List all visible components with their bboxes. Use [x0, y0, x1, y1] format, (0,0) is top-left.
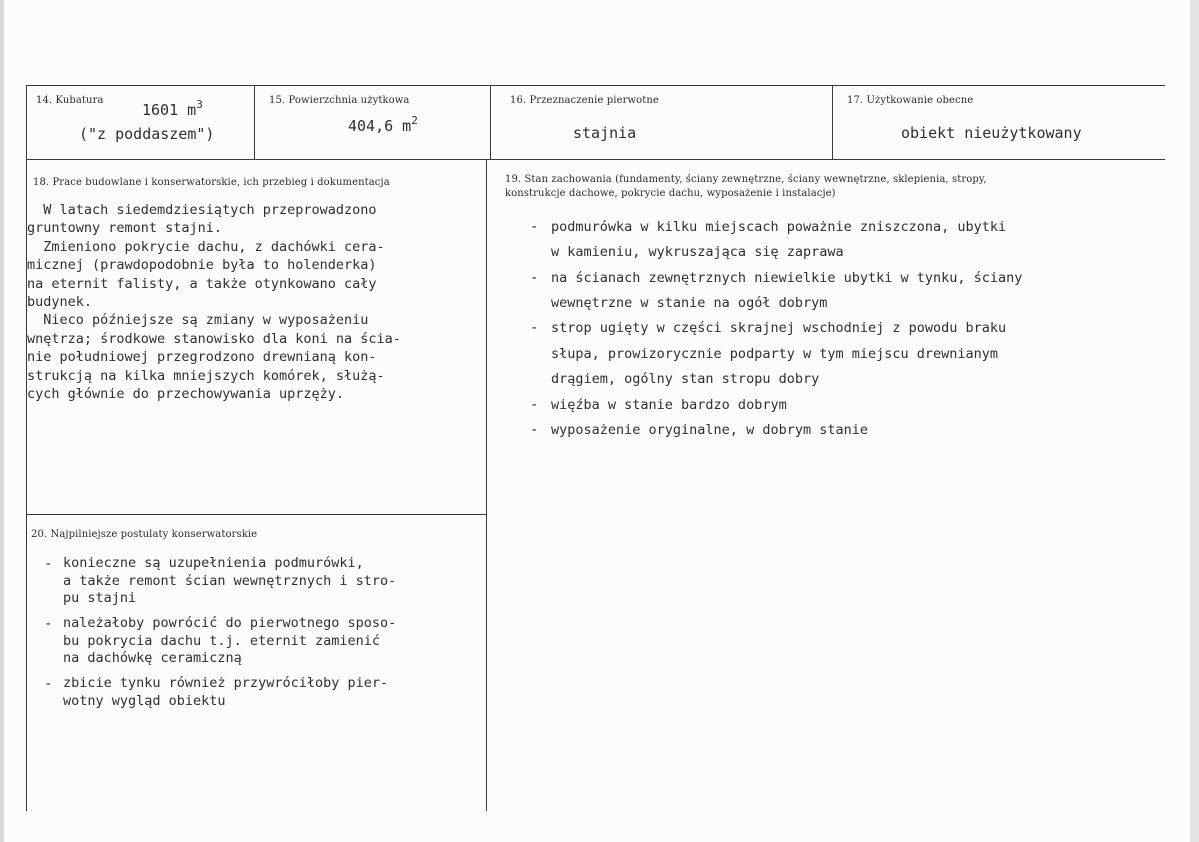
field-18-text: [27, 201, 485, 403]
field-18-line: strukcją na kilka mniejszych komórek, służą-: [27, 367, 385, 384]
rule-middle: [486, 159, 487, 811]
field-19-line: podmurówka w kilku miejscach poważnie zniszczona, ubytki: [551, 219, 1007, 235]
field-20-line: pu stajni: [63, 590, 137, 606]
field-19-label: 19. Stan zachowania (fundamenty, ściany zewnętrzne, ściany wewnętrzne, sklepienia, stropy,: [505, 174, 987, 185]
field-19-line: strop ugięty w części skrajnej wschodniej z powodu braku: [551, 320, 1007, 336]
field-19-line: słupa, prowizorycznie podparty w tym miejscu drewnianym: [551, 346, 999, 362]
rule-16-17: [832, 85, 833, 159]
field-18-line: Zmieniono pokrycie dachu, z dachówki cera-: [27, 238, 385, 255]
field-20-line: bu pokrycia dachu t.j. eternit zamienić: [63, 632, 380, 649]
field-19-line: drągiem, ogólny stan stropu dobry: [551, 371, 820, 387]
rule-15-16: [490, 85, 491, 159]
field-16-label: 16. Przeznaczenie pierwotne: [510, 95, 659, 106]
field-18-line: na eternit falisty, a także otynkowano cały: [27, 275, 377, 292]
field-15-exponent: 2: [411, 114, 418, 127]
field-19-line: więźba w stanie bardzo dobrym: [551, 397, 787, 413]
card-right-edge: [1190, 0, 1199, 842]
field-17-value: obiekt nieużytkowany: [901, 124, 1082, 142]
field-15-number: 404,6 m: [348, 117, 412, 135]
field-14-note: ("z poddaszem"): [79, 125, 215, 143]
field-18-line: Nieco późniejsze są zmiany w wyposażeniu: [27, 312, 369, 329]
field-14-exponent: 3: [196, 98, 203, 111]
field-20-bullet: -: [44, 556, 53, 572]
field-19-bullet: -: [530, 219, 539, 235]
field-19-line: wewnętrzne w stanie na ogół dobrym: [551, 295, 828, 311]
field-19-line: w kamieniu, wykruszająca się zaprawa: [551, 244, 844, 260]
field-18-line: nie południowej przegrodzono drewnianą kon-: [27, 349, 377, 366]
field-18-line: gruntowny remont stajni.: [27, 220, 223, 237]
rule-14-15: [254, 85, 255, 159]
field-18-line: W latach siedemdziesiątych przeprowadzono: [27, 202, 377, 218]
field-19-line: wyposażenie oryginalne, w dobrym stanie: [551, 422, 868, 438]
rule-top: [26, 85, 1165, 86]
field-20-item: [63, 675, 388, 710]
field-20-item: [63, 555, 396, 608]
field-17-label: 17. Użytkowanie obecne: [847, 95, 974, 106]
field-20-line: a także remont ścian wewnętrznych i stro-: [63, 572, 397, 589]
rule-left: [26, 85, 27, 811]
rule-header-bottom: [26, 159, 1165, 160]
field-18-line: budynek.: [27, 294, 93, 311]
field-20-line: na dachówkę ceramiczną: [63, 650, 242, 666]
field-14-number: 1601 m: [142, 101, 197, 119]
field-19-label-cont: konstrukcje dachowe, pokrycie dachu, wyposażenie i instalacje): [505, 188, 836, 199]
field-15-label: 15. Powierzchnia użytkowa: [269, 95, 410, 106]
rule-section18-bottom: [26, 514, 486, 515]
field-15-value: [348, 114, 418, 137]
field-20-item: [63, 615, 396, 668]
field-20-bullet: -: [44, 676, 53, 692]
field-16-value: stajnia: [573, 124, 637, 142]
field-19-bullet: -: [530, 422, 539, 438]
field-18-line: wnętrza; środkowe stanowisko dla koni na ścia-: [27, 330, 401, 347]
field-20-line: wotny wygląd obiektu: [63, 692, 226, 709]
field-18-line: micznej (prawdopodobnie była to holenderka): [27, 257, 377, 274]
field-18-line: cych głównie do przechowywania uprzęży.: [27, 386, 344, 403]
card-left-edge: [0, 0, 4, 842]
field-20-line: konieczne są uzupełnienia podmurówki,: [63, 555, 364, 571]
field-19-bullet: -: [530, 397, 539, 413]
field-19-line: na ścianach zewnętrznych niewielkie ubytki w tynku, ściany: [551, 270, 1023, 286]
field-19-bullet: -: [530, 270, 539, 286]
field-20-bullet: -: [44, 616, 53, 632]
field-14-label: 14. Kubatura: [36, 95, 104, 106]
field-20-line: należałoby powrócić do pierwotnego sposo-: [63, 615, 397, 631]
field-14-value: [142, 98, 203, 121]
field-19-bullet: -: [530, 320, 539, 336]
field-18-label: 18. Prace budowlane i konserwatorskie, ich przebieg i dokumentacja: [33, 177, 390, 188]
field-20-label: 20. Najpilniejsze postulaty konserwatorskie: [31, 529, 258, 540]
field-20-line: zbicie tynku również przywróciłoby pier-: [63, 675, 389, 691]
